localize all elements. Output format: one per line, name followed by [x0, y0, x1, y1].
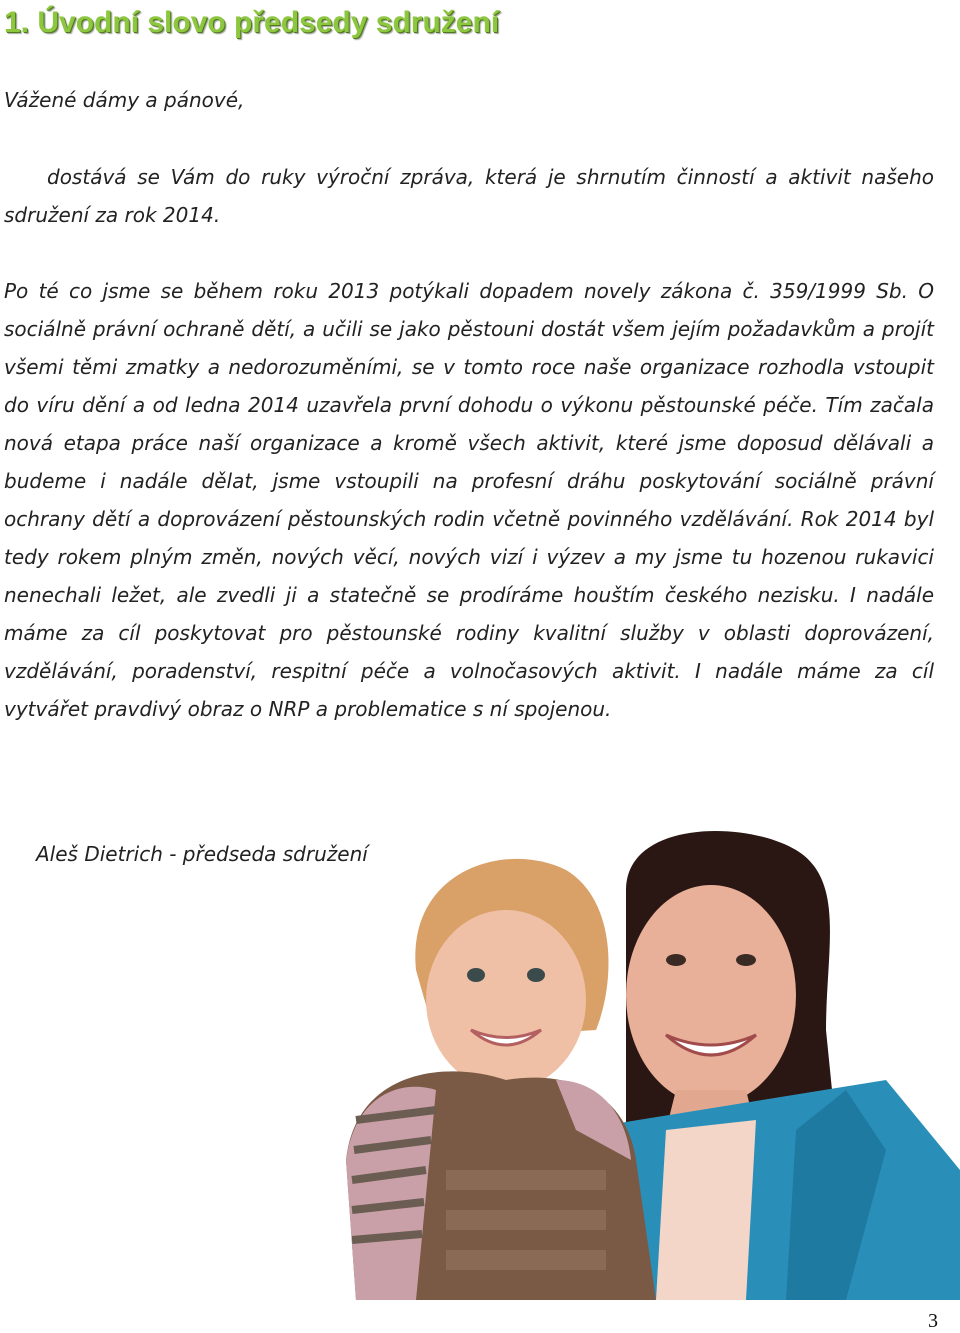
- photo-woman-and-child: [326, 830, 960, 1300]
- page-number: 3: [928, 1310, 938, 1332]
- body-paragraph: Po té co jsme se během roku 2013 potýkali dopadem novely zákona č. 359/1999 Sb. O sociálně právní ochraně dětí, a učili se jako pěstouni dostát všem jejím požadavkům a projít všemi těmi zmatky a nedorozuměními, se v tomto roce naše organizace rozhodla vstoupit do víru dění a od ledna 2014 uzavřela první dohodu o výkonu pěstounské péče. Tím začala nová etapa práce naší organizace a kromě všech aktivit, které jsme doposud dělávali a budeme i nadále dělat, jsme vstoupili na profesní dráhu poskytování sociálně právní ochrany dětí a doprovázení pěstounských rodin včetně povinného vzdělávání. Rok 2014 byl tedy rokem plným změn, nových věcí, nových vizí i výzev a my jsme tu hozenou rukavici nenechali ležet, ale zvedli ji a statečně se prodíráme houštím českého nezisku. I nadále máme za cíl poskytovat pro pěstounské rodiny kvalitní služby v oblasti doprovázení, vzdělávání, poradenství, respitní péče a volnočasových aktivit. I nadále máme za cíl vytvářet pravdivý obraz o NRP a problematice s ní spojenou.: [4, 279, 934, 721]
- woman-face: [626, 885, 796, 1105]
- intro-paragraph: dostává se Vám do ruky výroční zpráva, která je shrnutím činností a aktivit našeho sdružení za rok 2014.: [4, 165, 934, 227]
- salutation: Vážené dámy a pánové,: [4, 88, 245, 112]
- child-face: [426, 910, 586, 1090]
- signature: Aleš Dietrich - předseda sdružení: [36, 842, 368, 866]
- section-heading: 1. Úvodní slovo předsedy sdružení: [4, 6, 500, 39]
